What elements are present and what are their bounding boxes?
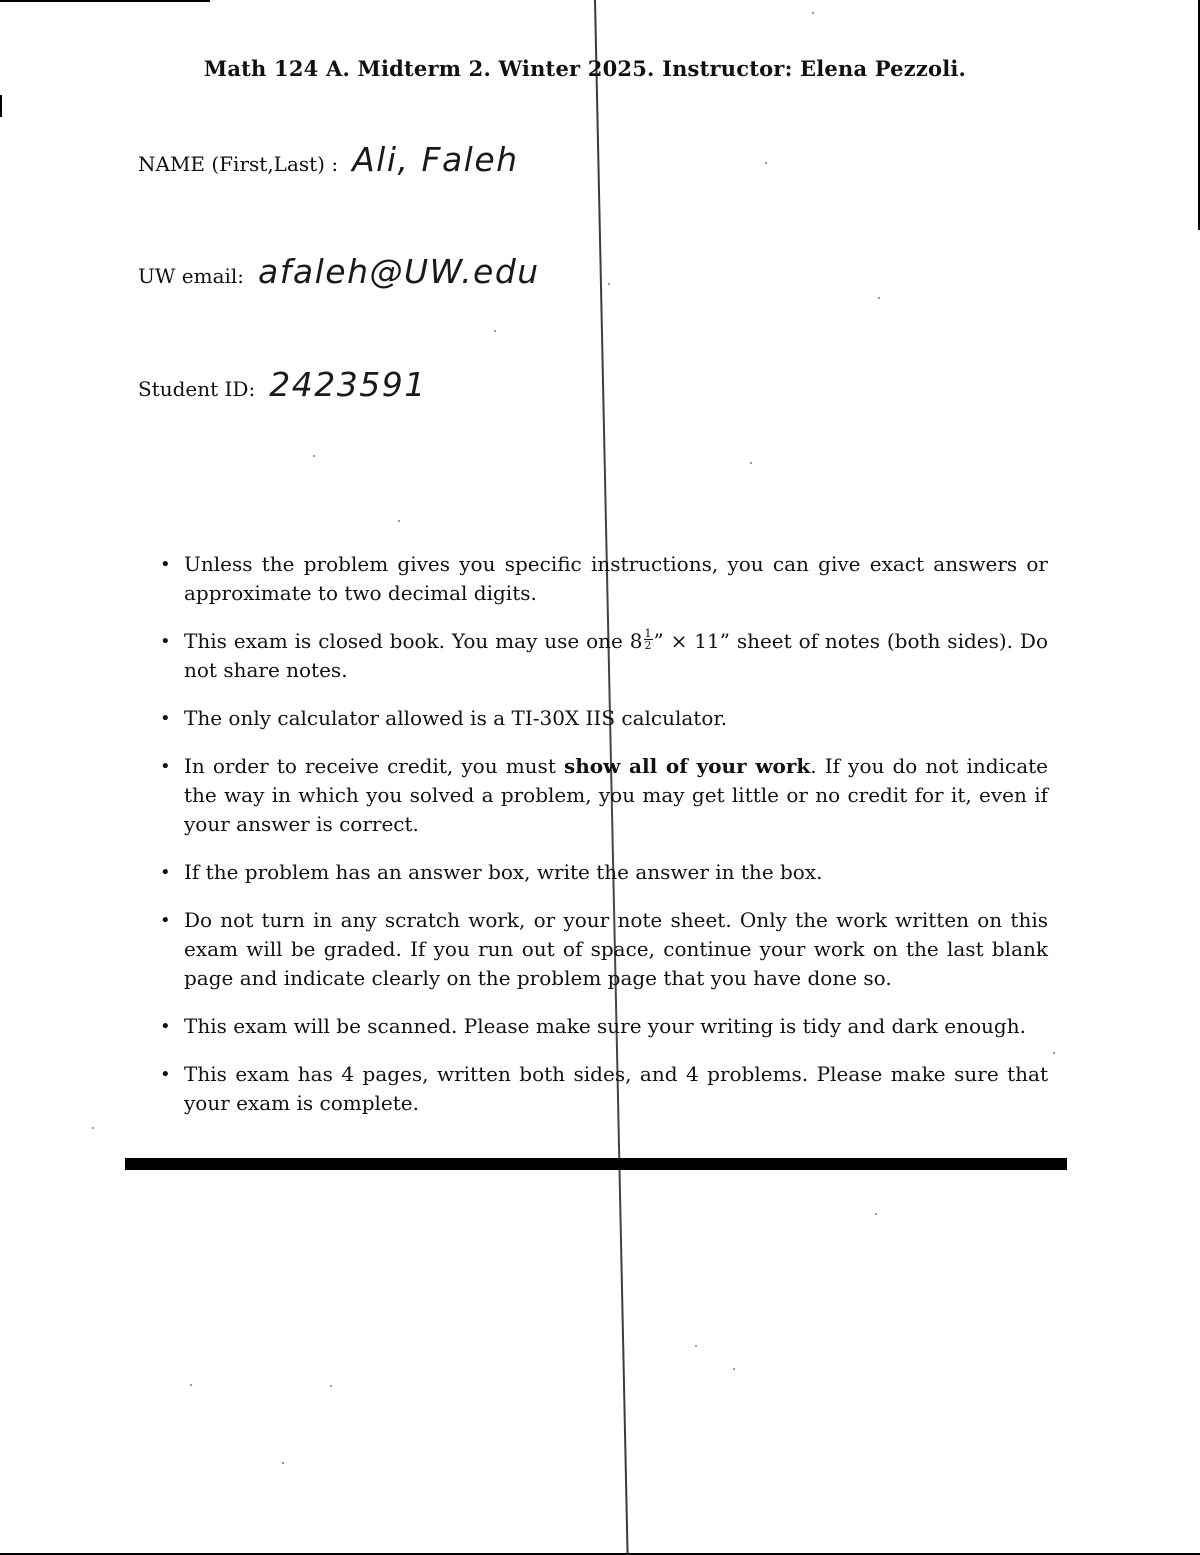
scan-speck [398,520,400,522]
bullet: • [160,1016,171,1037]
instruction-item [158,1060,1048,1118]
instruction-text: This exam will be scanned. Please make sure your writing is tidy and dark enough. [184,1014,1026,1038]
instruction-item [158,1012,1048,1041]
bullet: • [160,862,171,883]
scan-speck [92,1127,94,1129]
scan-speck [190,1384,192,1386]
scan-speck [313,455,315,457]
instruction-text-part: ” × 11” sheet of notes (both sides). Do not share notes. [184,629,1048,682]
instruction-item [158,550,1048,608]
instruction-text: Do not turn in any scratch work, or your note sheet. Only the work written on this exam will be graded. If you run out of space, continue your work on the last blank page and indicate clearly on the problem page that you have done so. [184,908,1048,990]
instruction-item [158,627,1048,685]
instruction-text: The only calculator allowed is a TI-30X IIS calculator. [184,706,728,730]
instructions-list [158,550,1048,1137]
scan-speck [1053,1052,1055,1054]
email-label: UW email: [138,264,245,288]
fraction-half [644,628,653,651]
student-id-field [138,365,427,404]
scan-speck [330,1385,332,1387]
scan-speck [494,330,496,332]
fraction-numerator: 1 [644,627,652,640]
instruction-text: This exam has 4 pages, written both sides, and 4 problems. Please make sure that your exam is complete. [184,1062,1048,1115]
exam-title: Math 124 A. Midterm 2. Winter 2025. Instructor: Elena Pezzoli. [203,56,967,81]
scan-speck [765,162,767,164]
name-field [138,140,519,179]
instruction-emphasis: show all of your work [563,754,811,778]
fraction-denominator: 2 [644,639,652,652]
instruction-text-part: In order to receive credit, you must [184,754,564,778]
name-handwritten-value: Ali, Faleh [352,140,519,179]
scan-speck [812,12,814,14]
student-id-label: Student ID: [138,377,256,401]
scan-speck [282,1462,284,1464]
scan-speck [878,297,880,299]
instruction-text: Unless the problem gives you specific instructions, you can give exact answers or approximate to two decimal digits. [184,552,1048,605]
bullet: • [160,756,171,777]
scan-speck [750,462,752,464]
instruction-item [158,704,1048,733]
bullet: • [160,910,171,931]
instruction-item [158,752,1048,839]
name-label: NAME (First,Last) : [138,152,339,176]
bullet: • [160,708,171,729]
student-id-handwritten-value: 2423591 [269,365,427,404]
instruction-text-part: . If you do not indicate the way in which you solved a problem, you may get little or no credit for it, even if your answer is correct. [184,754,1048,836]
bullet: • [160,631,171,652]
scan-speck [875,1213,877,1215]
scan-artifact-left-tick [0,95,2,117]
scan-speck [608,283,610,285]
bullet: • [160,1064,171,1085]
bullet: • [160,554,171,575]
instruction-item [158,906,1048,993]
instruction-text: If the problem has an answer box, write the answer in the box. [184,860,823,884]
instruction-item [158,858,1048,887]
scan-artifact-top-left [0,0,210,2]
email-field [138,252,540,291]
scan-speck [733,1368,735,1370]
email-handwritten-value: afaleh@UW.edu [258,252,540,291]
section-divider-rule [125,1158,1067,1170]
scan-speck [695,1345,697,1347]
instruction-text-part: This exam is closed book. You may use one 8 [184,629,643,653]
